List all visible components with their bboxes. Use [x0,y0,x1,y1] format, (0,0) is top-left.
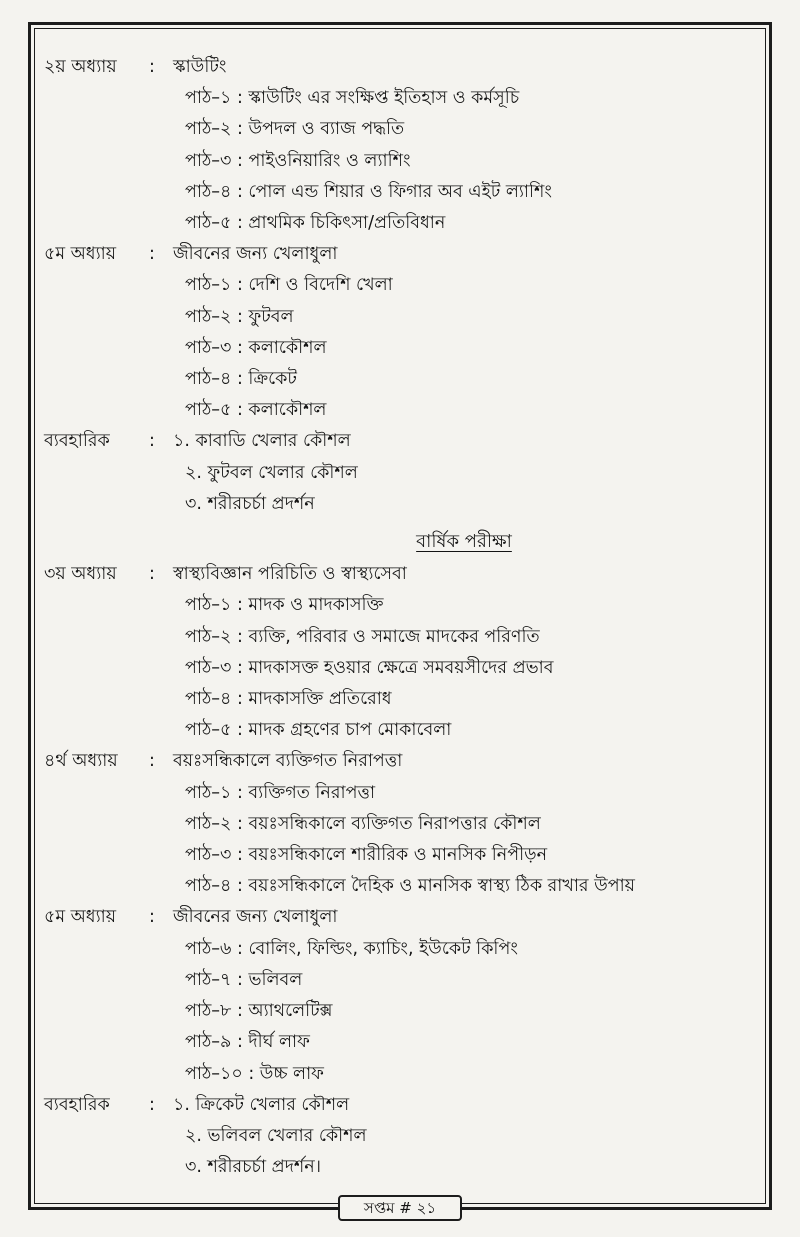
chapter-title: জীবনের জন্য খেলাধুলা [173,244,338,265]
chapter-title: ১. কাবাডি খেলার কৌশল [173,431,351,452]
chapter-block [44,559,744,746]
chapter-header [44,239,744,270]
lesson-item: পাঠ–২ : ব্যক্তি, পরিবার ও সমাজে মাদকের পরিণতি [185,626,540,647]
chapter-block [44,426,744,520]
chapter-label: ৩য় অধ্যায় [44,564,117,585]
lesson-item: পাঠ–৬ : বোলিং, ফিল্ডিং, ক্যাচিং, ইউকেট কিপিং [185,938,518,959]
page-footer-label: সপ্তম # ২১ [338,1195,462,1221]
chapter-colon: : [149,907,155,928]
lesson-item: পাঠ–২ : বয়ঃসন্ধিকালে ব্যক্তিগত নিরাপত্তার কৌশল [185,813,541,834]
chapter-title: স্কাউটিং [173,57,227,77]
chapter-header [44,1090,744,1121]
chapter-header [44,559,744,590]
chapter-header [44,426,744,457]
lesson-item: পাঠ–৪ : মাদকাসক্তি প্রতিরোধ [185,689,392,710]
syllabus-part-after-exam [44,559,744,1183]
lesson-item: পাঠ–৪ : ক্রিকেট [185,369,297,390]
chapter-colon: : [149,431,155,452]
chapter-colon: : [149,751,155,772]
chapter-block [44,52,744,239]
annual-exam-title: বার্ষিক পরীক্ষা [416,531,512,553]
lesson-item: পাঠ–১ : ব্যক্তিগত নিরাপত্তা [185,782,376,803]
chapter-label: ব্যবহারিক [44,431,110,452]
annual-exam-heading [44,526,744,557]
chapter-block [44,746,744,902]
lesson-item: পাঠ–১ : মাদক ও মাদকাসক্তি [185,595,384,616]
lesson-item: পাঠ–৯ : দীর্ঘ লাফ [185,1032,310,1053]
lesson-item: পাঠ–২ : উপদল ও ব্যাজ পদ্ধতি [185,119,405,140]
chapter-block [44,902,744,1089]
chapter-title: ১. ক্রিকেট খেলার কৌশল [173,1094,350,1115]
chapter-label: ৫ম অধ্যায় [44,244,117,265]
lesson-item: পাঠ–৫ : মাদক গ্রহণের চাপ মোকাবেলা [185,720,452,741]
syllabus-content [44,52,744,1183]
lesson-item: পাঠ–৭ : ভলিবল [185,969,303,990]
chapter-label: ব্যবহারিক [44,1094,110,1115]
chapter-colon: : [149,1094,155,1115]
lesson-item: ৩. শরীরচর্চা প্রদর্শন। [185,1157,321,1178]
lesson-item: পাঠ–৩ : কলাকৌশল [185,337,327,358]
chapter-title: জীবনের জন্য খেলাধুলা [173,907,338,928]
lesson-item: পাঠ–৩ : পাইওনিয়ারিং ও ল্যাশিং [185,150,411,171]
lesson-item: পাঠ–৫ : প্রাথমিক চিকিৎসা/প্রতিবিধান [185,213,446,234]
lesson-item: পাঠ–৫ : কলাকৌশল [185,400,327,421]
lesson-item: পাঠ–৮ : অ্যাথলেটিক্স [185,1001,333,1022]
chapter-title: স্বাস্থ্যবিজ্ঞান পরিচিতি ও স্বাস্থ্যসেবা [173,564,407,585]
lesson-item: ২. ফুটবল খেলার কৌশল [185,462,358,483]
chapter-colon: : [149,564,155,585]
lesson-item: পাঠ–১ : স্কাউটিং এর সংক্ষিপ্ত ইতিহাস ও কর্মসূচি [185,88,520,109]
syllabus-part-before-exam [44,52,744,520]
chapter-header [44,52,744,83]
chapter-title: বয়ঃসন্ধিকালে ব্যক্তিগত নিরাপত্তা [173,751,403,772]
chapter-label: ২য় অধ্যায় [44,57,117,77]
chapter-label: ৫ম অধ্যায় [44,907,117,928]
lesson-item: পাঠ–১০ : উচ্চ লাফ [185,1063,324,1084]
chapter-block [44,239,744,426]
lesson-item: পাঠ–১ : দেশি ও বিদেশি খেলা [185,275,393,296]
chapter-colon: : [149,57,155,77]
chapter-block [44,1090,744,1184]
lesson-item: পাঠ–৪ : পোল এন্ড শিয়ার ও ফিগার অব এইট ল্যাশিং [185,181,552,202]
lesson-item: পাঠ–৩ : মাদকাসক্ত হওয়ার ক্ষেত্রে সমবয়সীদের প্রভাব [185,657,554,678]
lesson-item: পাঠ–২ : ফুটবল [185,306,294,327]
lesson-item: ৩. শরীরচর্চা প্রদর্শন [185,493,315,514]
lesson-item: পাঠ–৩ : বয়ঃসন্ধিকালে শারীরিক ও মানসিক নিপীড়ন [185,845,548,866]
lesson-item: পাঠ–৪ : বয়ঃসন্ধিকালে দৈহিক ও মানসিক স্বাস্থ্য ঠিক রাখার উপায় [185,876,635,897]
chapter-header [44,746,744,777]
chapter-colon: : [149,244,155,265]
chapter-label: ৪র্থ অধ্যায় [44,751,118,772]
lesson-item: ২. ভলিবল খেলার কৌশল [185,1125,367,1146]
chapter-header [44,902,744,933]
